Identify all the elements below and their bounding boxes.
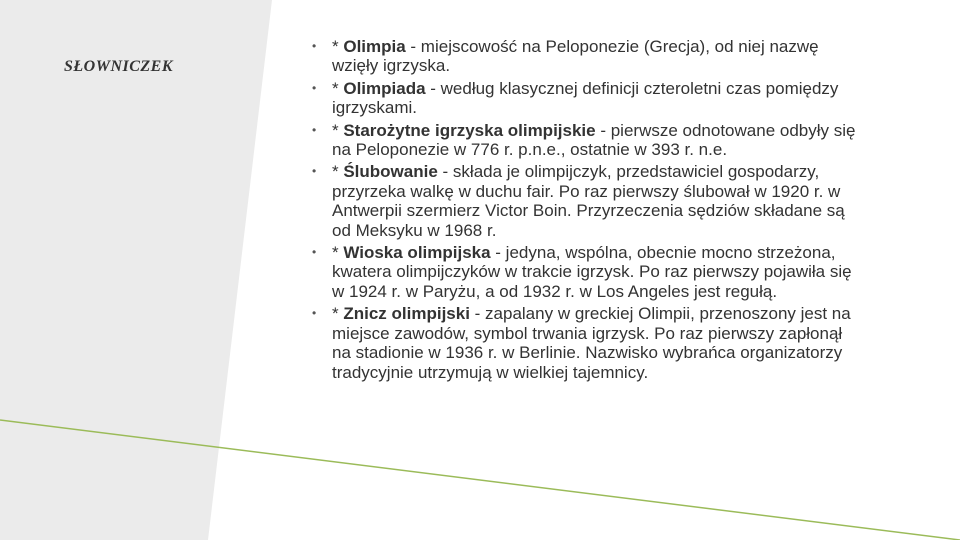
item-prefix: *: [332, 162, 344, 182]
item-term: Wioska olimpijska: [343, 243, 491, 263]
list-item: [312, 121, 860, 160]
list-item: [312, 304, 860, 382]
bullet: •: [312, 80, 317, 95]
bullet: •: [312, 245, 317, 260]
item-definition: - miejscowość na Peloponezie (Grecja), od niej nazwę wzięły igrzyska.: [332, 37, 819, 76]
bullet: •: [312, 122, 317, 137]
list-item: [312, 37, 860, 76]
item-definition: - pierwsze odnotowane odbyły się na Peloponezie w 776 r. p.n.e., ostatnie w 393 r. n.e.: [332, 120, 856, 160]
bullet: •: [312, 39, 317, 53]
slide-title: SŁOWNICZEK: [64, 58, 174, 75]
glossary-list: [312, 37, 860, 385]
item-term: Starożytne igrzyska olimpijskie: [343, 120, 596, 140]
list-item: [312, 162, 860, 240]
item-term: Ślubowanie: [343, 162, 438, 182]
item-term: Olimpia: [343, 37, 406, 56]
item-prefix: *: [332, 78, 344, 98]
item-prefix: *: [332, 37, 344, 56]
side-panel: [0, 0, 272, 540]
item-definition: - jedyna, wspólna, obecnie mocno strzeżona, kwatera olimpijczyków w trakcie igrzysk. Po raz pierwszy pojawiła się w 1924 r. w Paryżu, a od 1932 r. w Los Angeles jest regułą.: [332, 243, 852, 301]
item-prefix: *: [332, 120, 344, 140]
item-definition: - według klasycznej definicji czteroletni czas pomiędzy igrzyskami.: [332, 78, 839, 118]
item-term: Olimpiada: [343, 78, 426, 98]
list-item: [312, 79, 860, 118]
item-definition: - składa je olimpijczyk, przedstawiciel gospodarzy, przyrzeka walkę w duchu fair. Po raz pierwszy ślubował w 1920 r. w Antwerpii szermierz Victor Boin. Przyrzeczenia sędziów składane są od Meksyku w 1968 r.: [332, 162, 845, 240]
item-prefix: *: [332, 243, 344, 263]
bullet: •: [312, 164, 317, 179]
item-term: Znicz olimpijski: [343, 304, 470, 324]
bullet: •: [312, 306, 317, 321]
list-item: [312, 243, 860, 301]
item-definition: - zapalany w greckiej Olimpii, przenoszony jest na miejsce zawodów, symbol trwania igrzysk. Po raz pierwszy zapłonął na stadionie w 1936 r. w Berlinie. Nazwisko wybrańca organizatorzy tradycyjnie utrzymują w wielkiej tajemnicy.: [332, 304, 851, 382]
item-prefix: *: [332, 304, 344, 324]
